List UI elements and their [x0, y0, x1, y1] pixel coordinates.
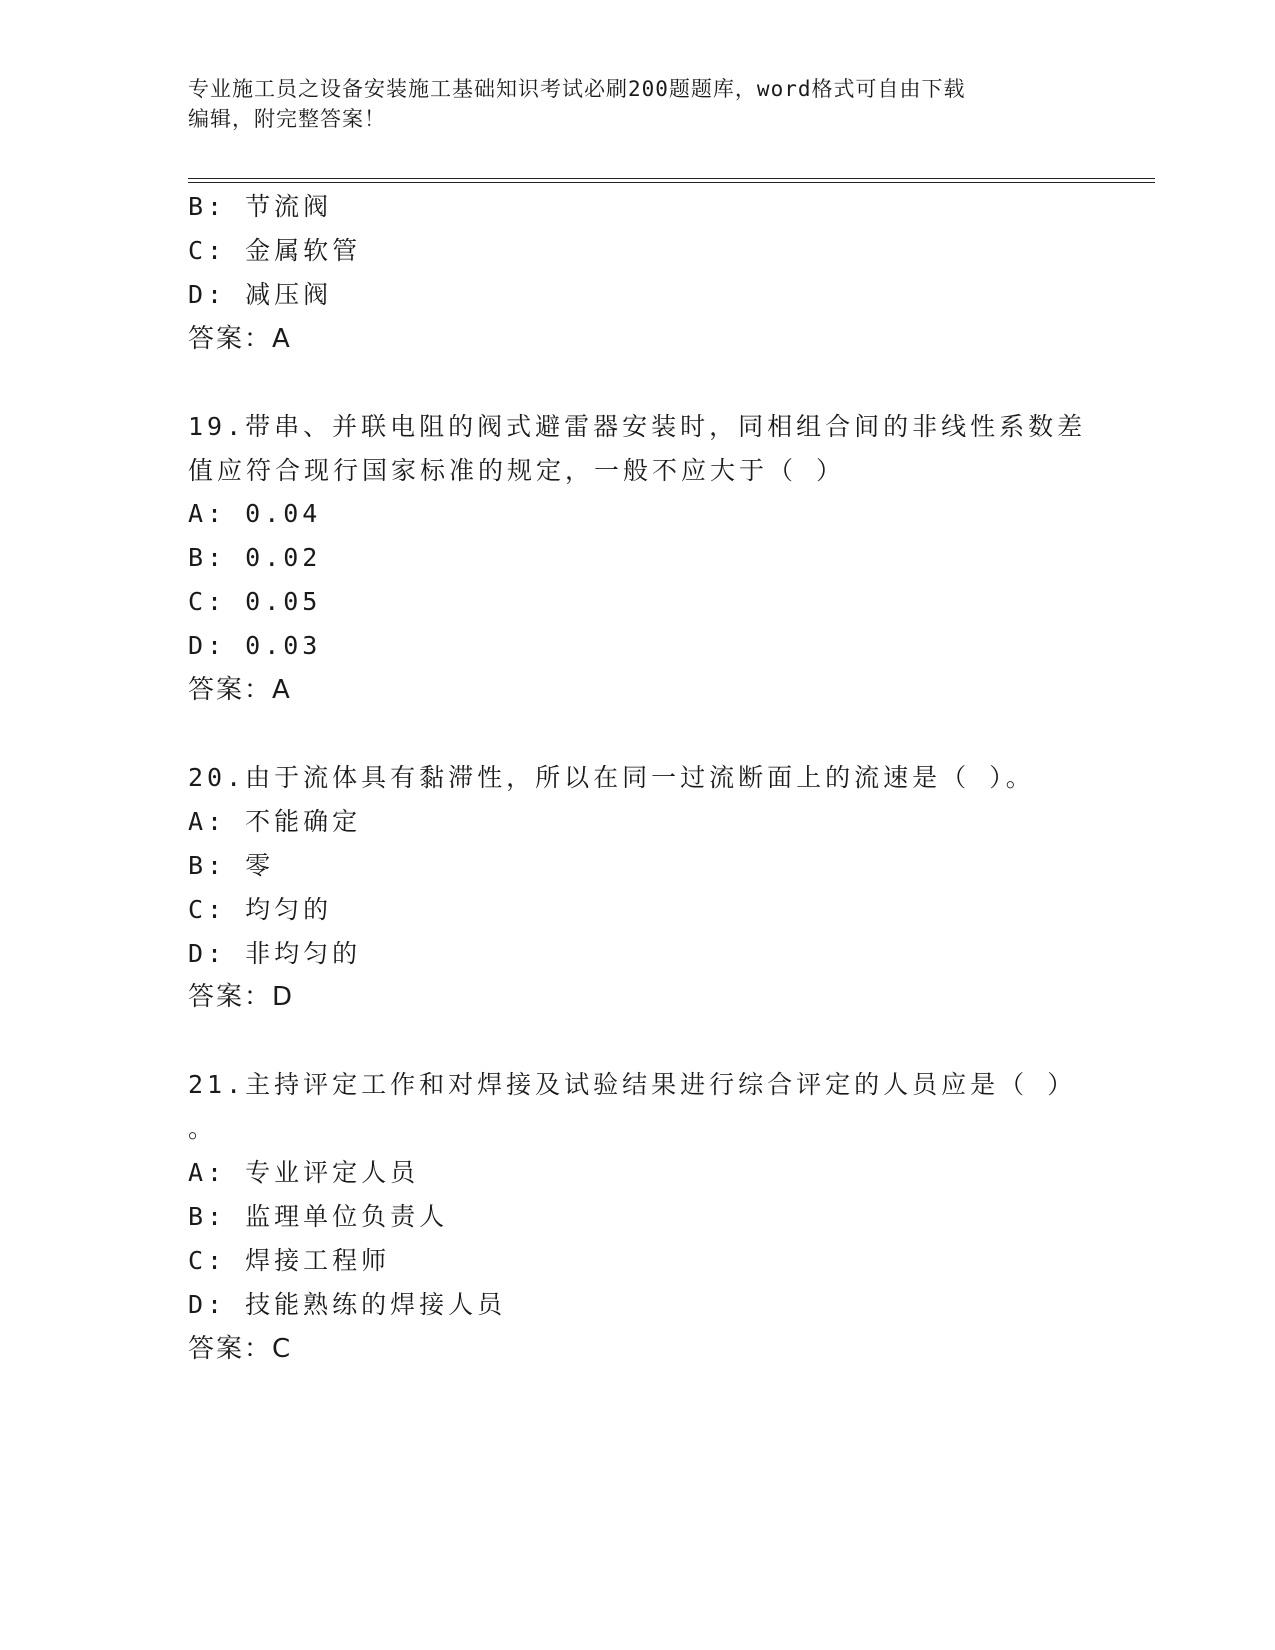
q20-stem: 20.由于流体具有黏滞性，所以在同一过流断面上的流速是（ ）。 — [188, 763, 1035, 792]
q19-option-a: A: 0.04 — [188, 499, 322, 528]
q21-option-a: A: 专业评定人员 — [188, 1158, 420, 1187]
q18-option-c: C: 金属软管 — [188, 236, 362, 265]
q18-option-d: D: 减压阀 — [188, 280, 333, 309]
q18-option-b: B: 节流阀 — [188, 192, 333, 221]
q20-option-b: B: 零 — [188, 851, 275, 880]
header-title-line-2: 编辑，附完整答案！ — [188, 107, 386, 131]
q21-stem-line-1: 21.主持评定工作和对焊接及试验结果进行综合评定的人员应是（ ） — [188, 1070, 1077, 1099]
q19-option-d: D: 0.03 — [188, 631, 322, 660]
q20-answer: 答案：D — [188, 982, 295, 1012]
q19-stem-line-1: 19.带串、并联电阻的阀式避雷器安装时，同相组合间的非线性系数差 — [188, 412, 1087, 441]
q19-option-c: C: 0.05 — [188, 587, 322, 616]
q20-option-a: A: 不能确定 — [188, 807, 362, 836]
q19-answer: 答案：A — [188, 675, 292, 705]
header-title-line-1: 专业施工员之设备安装施工基础知识考试必刷200题题库，word格式可自由下载 — [188, 77, 966, 101]
q21-option-d: D: 技能熟练的焊接人员 — [188, 1290, 507, 1319]
q19-option-b: B: 0.02 — [188, 543, 322, 572]
q21-stem-line-2: 。 — [188, 1114, 218, 1143]
q20-option-d: D: 非均匀的 — [188, 939, 362, 968]
document-header — [188, 74, 1088, 134]
q21-answer: 答案：C — [188, 1334, 293, 1364]
q19-stem-line-2: 值应符合现行国家标准的规定，一般不应大于（ ） — [188, 456, 846, 485]
q18-answer: 答案：A — [188, 324, 292, 354]
header-divider-top — [188, 178, 1155, 179]
q21-option-b: B: 监理单位负责人 — [188, 1202, 449, 1231]
q20-option-c: C: 均匀的 — [188, 895, 333, 924]
q21-option-c: C: 焊接工程师 — [188, 1246, 391, 1275]
header-divider-bottom — [188, 182, 1155, 183]
